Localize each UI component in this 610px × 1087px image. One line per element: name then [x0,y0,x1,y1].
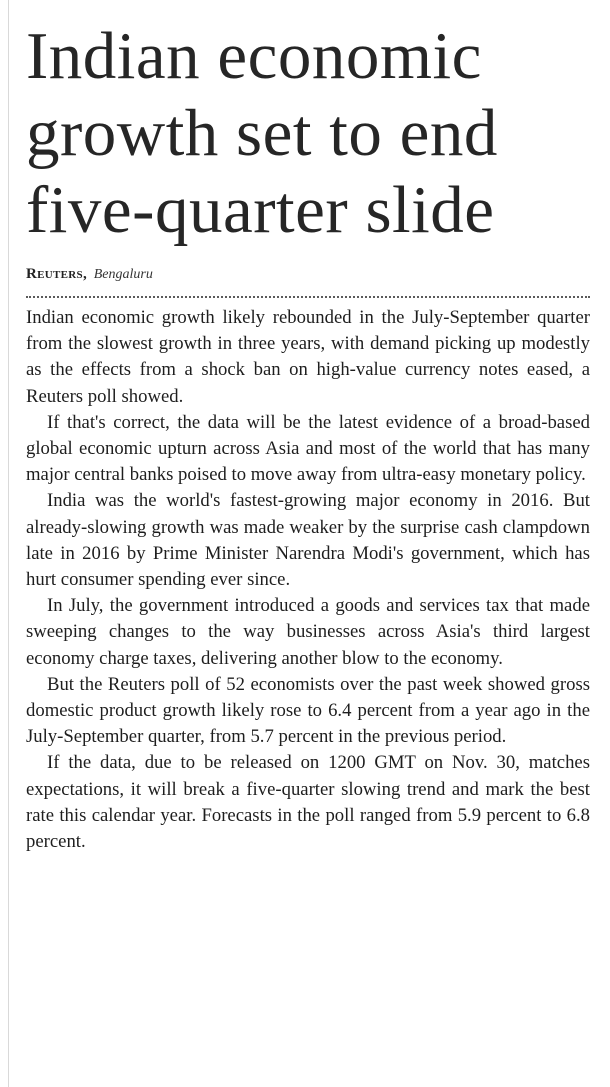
body-paragraph: Indian economic growth likely rebounded in the July-September quarter from the slowest growth in three years, with demand picking up modestly as the effects from a shock ban on high-value currency notes eased, a Reuters poll showed. [26,307,590,407]
byline-place: Bengaluru [93,267,153,282]
byline [26,265,590,284]
headline-line: Indian economic [26,19,482,93]
byline-agency: Reuters, [26,266,87,282]
body-paragraph: In July, the government introduced a goods and services tax that made sweeping changes to the way businesses across Asia's third largest economy charge taxes, delivering another blow to the economy. [26,595,590,669]
headline-line: five-quarter slide [26,173,495,247]
dotted-divider [26,296,590,298]
headline-line: growth set to end [26,96,498,170]
headline [26,18,590,249]
body-paragraph: If that's correct, the data will be the latest evidence of a broad-based global economic upturn across Asia and most of the world that has many major central banks poised to move away from ultra-easy monetary policy. [26,411,590,486]
body-paragraph: India was the world's fastest-growing major economy in 2016. But already-slowing growth was made weaker by the surprise cash clampdown late in 2016 by Prime Minister Narendra Modi's government, which has hurt consumer spending ever since. [26,490,590,591]
body-paragraph: But the Reuters poll of 52 economists over the past week showed gross domestic product growth likely rose to 6.4 percent from a year ago in the July-September quarter, from 5.7 percent in the previous period. [26,673,590,748]
body-paragraph: If the data, due to be released on 1200 GMT on Nov. 30, matches expectations, it will break a five-quarter slowing trend and mark the best rate this calendar year. Forecasts in the poll ranged from 5.9 percent to 6.8 percent. [26,752,590,853]
news-article [26,18,590,855]
page-edge-line [8,0,9,1087]
article-body [26,305,590,855]
